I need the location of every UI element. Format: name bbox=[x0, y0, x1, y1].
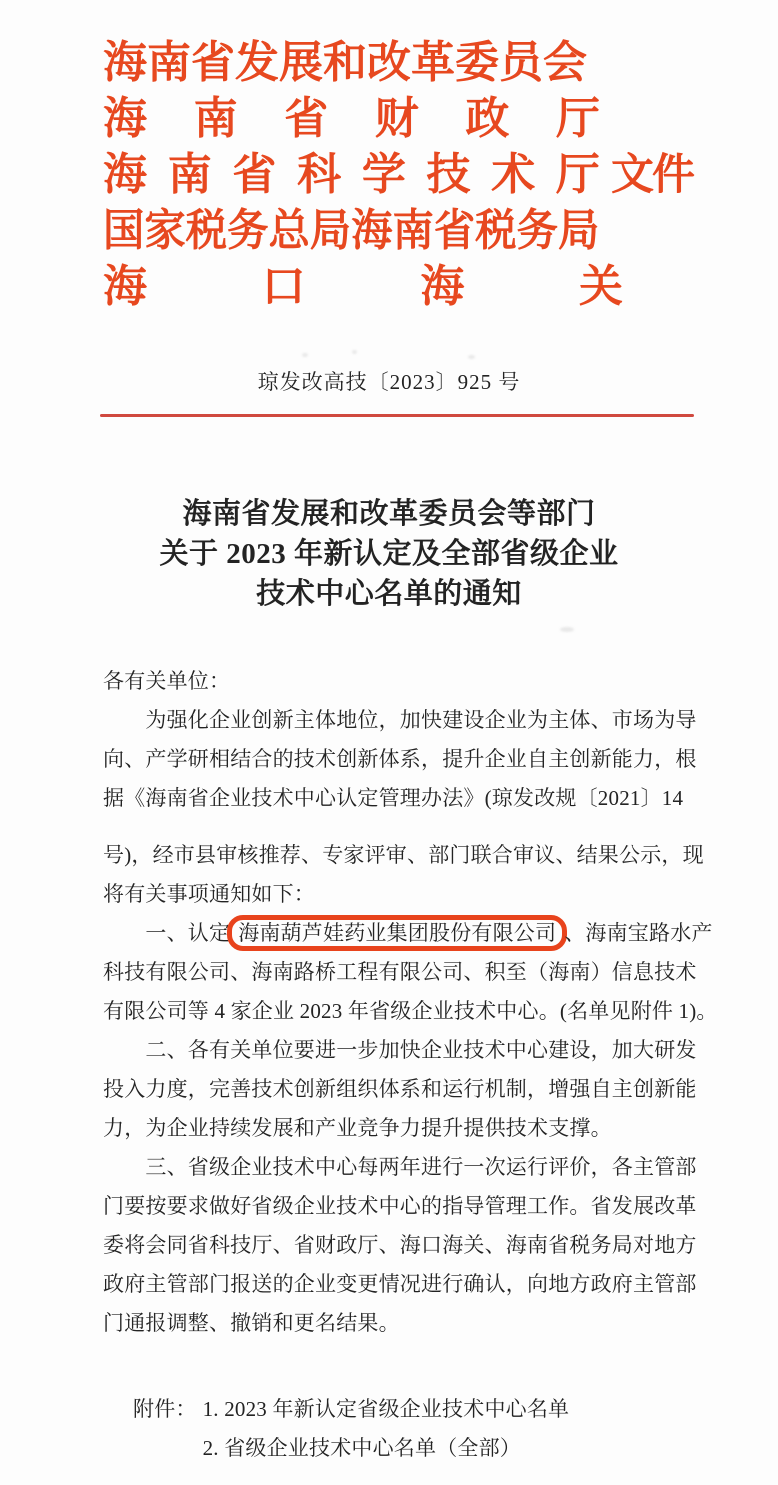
agency-char: 省 bbox=[284, 94, 329, 143]
agency-name-kexuejishuting bbox=[103, 150, 600, 199]
scan-speck bbox=[302, 353, 308, 357]
document-title bbox=[0, 494, 778, 614]
agency-char: 海 bbox=[103, 262, 147, 311]
text-line: 向、产学研相结合的技术创新体系，提升企业自主创新能力，根 bbox=[103, 747, 697, 771]
letterhead-line-1 bbox=[103, 35, 693, 91]
text-line: 为强化企业创新主体地位，加快建设企业为主体、市场为导 bbox=[103, 708, 697, 732]
document-number: 琼发改高技〔2023〕925 号 bbox=[257, 370, 521, 394]
agency-name-caizhengting bbox=[103, 94, 600, 143]
letterhead-line-3 bbox=[103, 147, 693, 203]
item-3 bbox=[103, 1148, 713, 1343]
text-line: 有限公司等 4 家企业 2023 年省级企业技术中心。(名单见附件 1)。 bbox=[103, 999, 718, 1023]
scan-speck bbox=[352, 350, 357, 354]
agency-char: 术 bbox=[491, 150, 536, 199]
item-1-first-line bbox=[103, 914, 713, 953]
salutation: 各有关单位： bbox=[103, 669, 231, 693]
text-line: 海南省发展和改革委员会等部门 bbox=[182, 498, 596, 530]
agency-char: 技 bbox=[426, 150, 471, 199]
paragraph-1-continued bbox=[103, 836, 713, 914]
document-word-wenjian: 文件 bbox=[611, 151, 693, 199]
text-line: 科技有限公司、海南路桥工程有限公司、积至（海南）信息技术 bbox=[103, 960, 697, 984]
text-line: 关于 2023 年新认定及全部省级企业 bbox=[159, 538, 619, 570]
text-line: 据《海南省企业技术中心认定管理办法》(琼发改规〔2021〕14 bbox=[103, 786, 684, 810]
item-1-rest bbox=[103, 953, 718, 1031]
agency-name-haikouhaiguan bbox=[103, 262, 623, 311]
text-line: 力，为企业持续发展和产业竞争力提升提供技术支撑。 bbox=[103, 1116, 612, 1140]
text-line: 三、省级企业技术中心每两年进行一次运行评价，各主管部 bbox=[103, 1155, 697, 1179]
document-body bbox=[103, 662, 718, 1468]
highlight-annotation-box: 海南葫芦娃药业集团股份有限公司 bbox=[227, 915, 567, 951]
text-line: 门要按要求做好省级企业技术中心的指导管理工作。省发展改革 bbox=[103, 1194, 697, 1218]
agency-char: 海 bbox=[420, 262, 465, 311]
text-line: 二、各有关单位要进一步加快企业技术中心建设，加大研发 bbox=[103, 1038, 697, 1062]
agency-char: 科 bbox=[297, 150, 342, 199]
paragraph-1 bbox=[103, 701, 713, 818]
agency-char: 南 bbox=[167, 150, 212, 199]
agency-char: 学 bbox=[361, 150, 406, 199]
attachments-list bbox=[203, 1390, 570, 1468]
scan-speck bbox=[468, 355, 475, 359]
red-separator-rule bbox=[100, 414, 694, 417]
agency-char: 海 bbox=[103, 150, 147, 199]
text-line: 1. 2023 年新认定省级企业技术中心名单 bbox=[202, 1397, 570, 1421]
agency-char: 省 bbox=[232, 150, 277, 199]
text-line: 号)，经市县审核推荐、专家评审、部门联合审议、结果公示，现 bbox=[103, 843, 704, 867]
agency-char: 财 bbox=[374, 94, 419, 143]
text-line: 投入力度，完善技术创新组织体系和运行机制，增强自主创新能 bbox=[103, 1077, 697, 1101]
attachments-label: 附件： bbox=[133, 1397, 197, 1421]
agency-name-fagaiwei: 海南省发展和改革委员会 bbox=[103, 38, 587, 87]
agency-name-shuiwuju: 国家税务总局海南省税务局 bbox=[103, 206, 600, 255]
letterhead-line-5 bbox=[103, 259, 693, 315]
agency-char: 政 bbox=[465, 94, 510, 143]
agency-char: 南 bbox=[193, 94, 238, 143]
text-line: 将有关事项通知如下： bbox=[103, 882, 315, 906]
text-line: 2. 省级企业技术中心名单（全部） bbox=[202, 1436, 522, 1460]
attachments-block bbox=[103, 1390, 713, 1468]
agency-char: 海 bbox=[103, 94, 147, 143]
letterhead bbox=[103, 35, 693, 315]
agency-char: 厅 bbox=[555, 150, 600, 199]
item-2 bbox=[103, 1031, 713, 1148]
text-line: 政府主管部门报送的企业变更情况进行确认，向地方政府主管部 bbox=[103, 1272, 697, 1296]
scan-speck bbox=[560, 627, 574, 632]
agency-char: 厅 bbox=[555, 94, 600, 143]
item-1-suffix: 、海南宝路水产 bbox=[564, 921, 713, 945]
text-line: 门通报调整、撤销和更名结果。 bbox=[103, 1311, 400, 1335]
agency-char: 口 bbox=[261, 262, 306, 311]
letterhead-line-4 bbox=[103, 203, 693, 259]
item-1-prefix: 一、认定 bbox=[103, 921, 231, 945]
text-line: 技术中心名单的通知 bbox=[256, 578, 522, 610]
agency-char: 关 bbox=[578, 262, 623, 311]
letterhead-line-2 bbox=[103, 91, 693, 147]
text-line: 委将会同省科技厅、省财政厅、海口海关、海南省税务局对地方 bbox=[103, 1233, 697, 1257]
